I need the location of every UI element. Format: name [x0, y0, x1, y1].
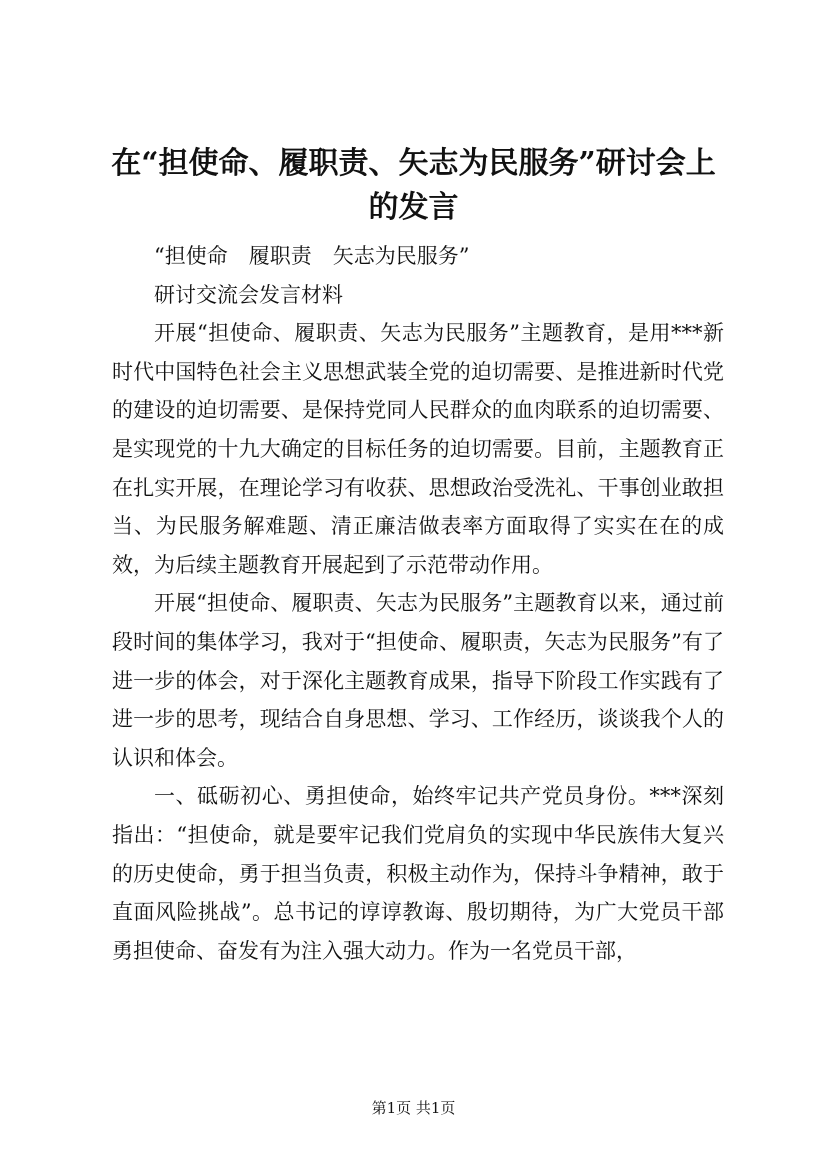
paragraph-section-one: 一、砥砺初心、勇担使命，始终牢记共产党员身份。***深刻指出：“担使命，就是要牢记我们党肩负的实现中华民族伟大复兴的历史使命，勇于担当负责，积极主动作为，保持斗争精神，敢于直面风险挑战”。总书记的谆谆教诲、殷切期待，为广大党员干部勇担使命、奋发有为注入强大动力。作为一名党员干部，: [112, 784, 724, 963]
paragraph-intro: 开展“担使命、履职责、矢志为民服务”主题教育，是用***新时代中国特色社会主义思想武装全党的迫切需要、是推进新时代党的建设的迫切需要、是保持党同人民群众的血肉联系的迫切需要、是实现党的十九大确定的目标任务的迫切需要。目前，主题教育正在扎实开展，在理论学习有收获、思想政治受洗礼、干事创业敢担当、为民服务解难题、清正廉洁做表率方面取得了实实在在的成效，为后续主题教育开展起到了示范带动作用。: [112, 321, 724, 577]
paragraph-subtitle-material: 研讨交流会发言材料: [154, 282, 343, 307]
paragraph-subtitle-quote: “担使命 履职责 矢志为民服务”: [154, 244, 470, 268]
document-title: 在“担使命、履职责、矢志为民服务”研讨会上的发言: [111, 146, 716, 225]
page-footer: 第1页 共1页: [371, 1099, 456, 1117]
paragraph-experience: 开展“担使命、履职责、矢志为民服务”主题教育以来，通过前段时间的集体学习，我对于“担使命、履职责，矢志为民服务”有了进一步的体会，对于深化主题教育成果，指导下阶段工作实践有了进一步的思考，现结合自身思想、学习、工作经历，谈谈我个人的认识和体会。: [112, 591, 724, 770]
document-body: [112, 237, 724, 970]
